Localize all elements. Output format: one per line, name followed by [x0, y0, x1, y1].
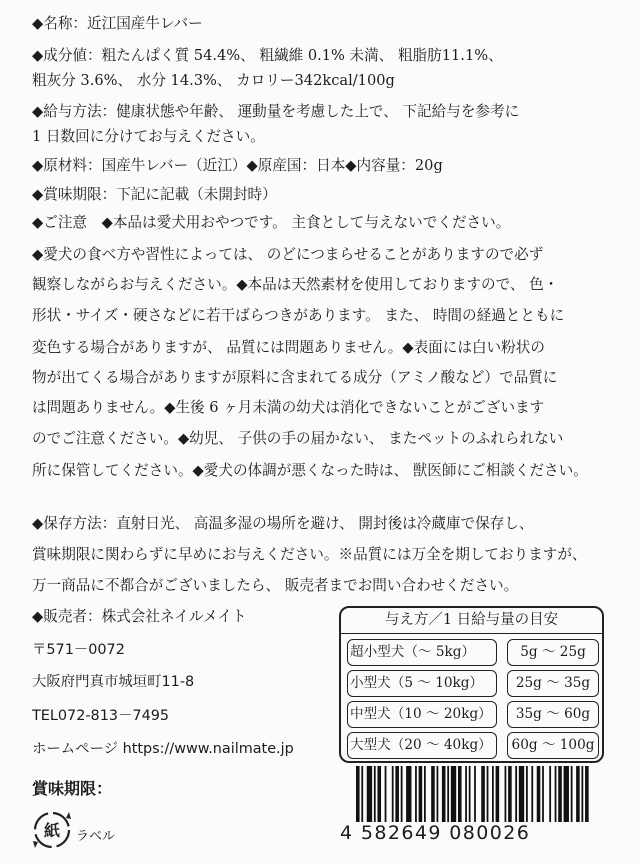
barcode-bar: [367, 766, 372, 822]
description-line: ◆名称：近江国産牛レバー: [32, 15, 203, 32]
seller-homepage: ホームページ https://www.nailmate.jp: [32, 741, 294, 757]
barcode-bar: [451, 766, 456, 822]
description-line: ◆保存方法：直射日光、 高温多湿の場所を避け、 開封後は冷蔵庫で保存し、: [32, 515, 534, 532]
description-line: は問題ありません。◆生後 6 ヶ月未満の幼犬は消化できないことがございます: [32, 399, 545, 416]
description-line: のでご注意ください。◆幼児、 子供の手の届かない、 またペットのふれられない: [32, 430, 564, 447]
description-line: ◆愛犬の食べ方や習性によっては、 のどにつまらせることがありますので必ず: [32, 246, 544, 263]
description-line: ◆給与方法：健康状態や年齢、 運動量を考慮した上で、 下記給与を参考に: [32, 103, 520, 120]
amount-cell: 5g ～ 25g: [507, 639, 599, 666]
dog-size-cell: 大型犬（20 ～ 40kg）: [347, 732, 497, 759]
barcode-bar: [481, 766, 485, 822]
description-line: 1 日数回に分けてお与えください。: [32, 128, 265, 145]
description-line: ◆成分値：粗たんぱく質 54.4%、 粗繊維 0.1% 未満、 粗脂肪11.1%、: [32, 47, 503, 64]
barcode-bar: [424, 766, 426, 822]
seller-postal-code: 〒571－0072: [32, 642, 125, 658]
barcode-bar: [465, 766, 467, 822]
barcode-bar: [531, 766, 533, 822]
description-line: 変色する場合がありますが、 品質には問題ありません。◆表面には白い粉状の: [32, 339, 545, 356]
dog-size-cell: 中型犬（10 ～ 20kg）: [347, 701, 497, 728]
barcode-bar: [487, 766, 489, 822]
seller-phone: TEL072-813－7495: [32, 708, 170, 724]
barcode-bar: [419, 766, 423, 822]
description-line: 粗灰分 3.6%、 水分 14.3%、 カロリー342kcal/100g: [32, 72, 395, 89]
barcode-bar: [474, 766, 476, 822]
barcode-bar: [431, 766, 435, 822]
dog-size-cell: 小型犬（5 ～ 10kg）: [347, 670, 497, 697]
barcode-bar: [571, 766, 573, 822]
table-row: [341, 730, 602, 761]
barcode-bar: [585, 766, 589, 822]
barcode-bar: [437, 766, 439, 822]
barcode-bar: [537, 766, 541, 822]
barcode-bar: [442, 766, 446, 822]
barcode-bar: [374, 766, 376, 822]
barcode-bar: [361, 766, 363, 822]
description-line: 万一商品に不都合がございましたら、 販売者までお問い合わせください。: [32, 577, 519, 594]
description-line: 所に保管してください。◆愛犬の体調が悪くなった時は、 獣医師にご相談ください。: [32, 462, 588, 479]
barcode-bar: [377, 766, 381, 822]
barcode-bar: [447, 766, 449, 822]
seller-address: 大阪府門真市城垣町11-8: [32, 674, 195, 690]
barcode-bar: [564, 766, 569, 822]
divider: [341, 633, 602, 634]
barcode-bar: [505, 766, 507, 822]
dog-size-cell: 超小型犬（～ 5kg）: [347, 639, 497, 666]
barcode-bar: [392, 766, 394, 822]
feeding-table-title: 与え方／1 日給与量の目安: [384, 612, 559, 628]
barcode-number: 4 582649 080026: [340, 822, 531, 844]
table-row: [341, 637, 602, 668]
barcode-bar: [576, 766, 580, 822]
barcode-bar: [458, 766, 462, 822]
barcode-bar: [496, 766, 500, 822]
barcode-bar: [555, 766, 557, 822]
barcode-bar: [526, 766, 528, 822]
barcode-bar: [492, 766, 494, 822]
description-line: 賞味期限に関わらずに早めにお与えください。※品質には万全を期しておりますが、: [32, 546, 587, 563]
barcode-bar: [406, 766, 411, 822]
table-row: [341, 668, 602, 699]
barcode-bar: [519, 766, 524, 822]
barcode-bar: [469, 766, 471, 822]
recycle-mark-text: 紙: [43, 821, 61, 840]
barcode-bar: [395, 766, 399, 822]
description-line: ◆原材料：国産牛レバー（近江）◆原産国：日本◆内容量：20g: [32, 157, 443, 174]
barcode-bar: [558, 766, 562, 822]
barcode-bar: [581, 766, 583, 822]
barcode-bar: [542, 766, 544, 822]
description-line: ◆賞味期限：下記に記載（未開封時）: [32, 186, 277, 203]
table-row: [341, 699, 602, 730]
barcode-icon: [356, 766, 594, 824]
paper-recycle-icon: [30, 808, 74, 852]
feeding-amount-table: [339, 606, 604, 763]
barcode-bar: [401, 766, 403, 822]
best-before-label: 賞味期限：: [32, 779, 113, 798]
seller-label: ◆販売者：株式会社ネイルメイト: [32, 608, 247, 625]
description-line: 形状・サイズ・硬さなどに若干ばらつきがあります。 また、 時間の経過とともに: [32, 307, 565, 324]
description-line: ◆ご注意 ◆本品は愛犬用おやつです。 主食として与えないでください。: [32, 214, 511, 231]
description-line: 観察しながらお与えください。◆本品は天然素材を使用しておりますので、 色・: [32, 276, 559, 293]
amount-cell: 25g ～ 35g: [507, 670, 599, 697]
amount-cell: 35g ～ 60g: [507, 701, 599, 728]
description-line: 物が出てくる場合がありますが原料に含まれてる成分（アミノ酸など）で品質に: [32, 369, 558, 386]
barcode-bar: [356, 766, 360, 822]
barcode-bar: [415, 766, 417, 822]
barcode-bar: [508, 766, 512, 822]
barcode-bar: [549, 766, 551, 822]
recycle-label: ラベル: [76, 829, 116, 844]
amount-cell: 60g ～ 100g: [507, 732, 599, 759]
barcode-bar: [385, 766, 387, 822]
barcode-bar: [515, 766, 517, 822]
